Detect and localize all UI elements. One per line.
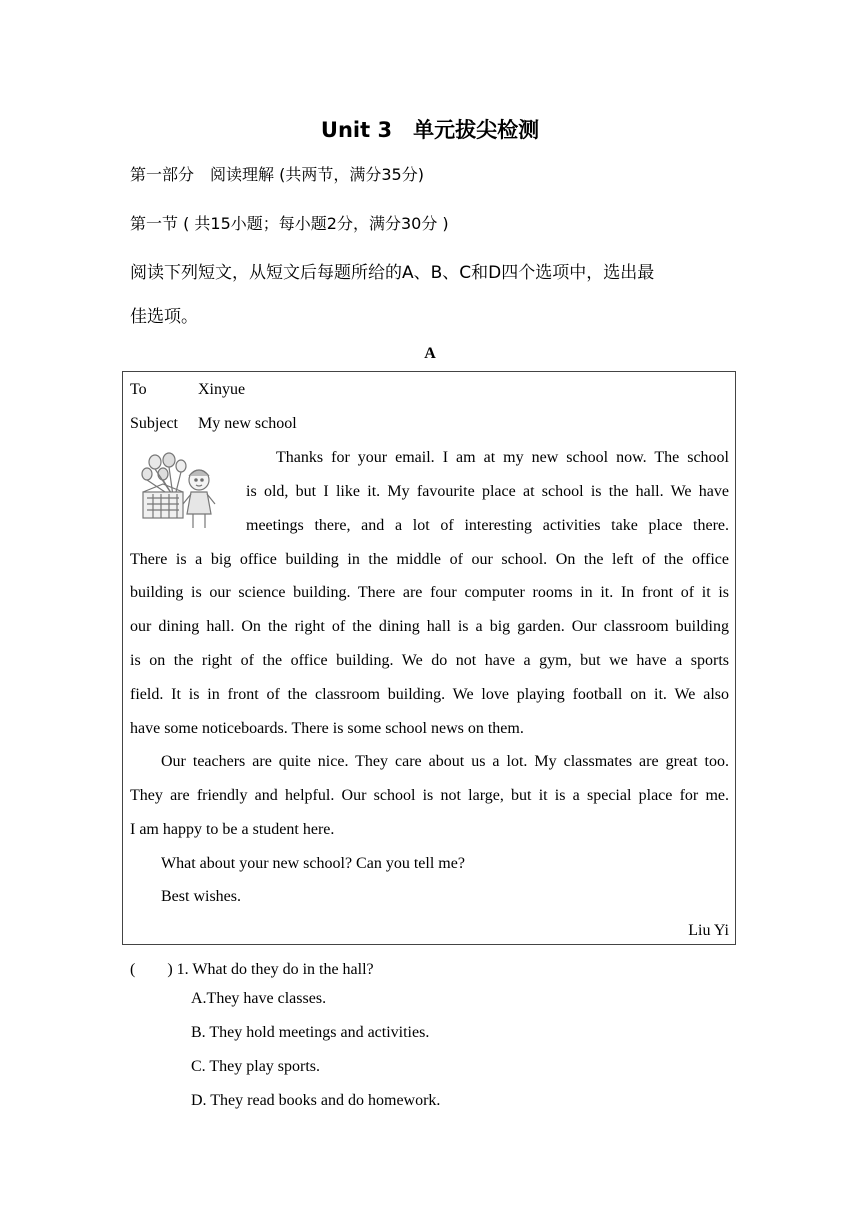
email-line-13: What about your new school? Can you tell me? (161, 855, 465, 872)
question-1-option-a: A.They have classes. (191, 990, 327, 1007)
email-line-8: field. It is in front of the classroom building. We love playing football on it. We also (130, 686, 729, 703)
question-1-stem: ( ) 1. What do they do in the hall? (130, 961, 374, 978)
email-line-10: Our teachers are quite nice. They care about us a lot. My classmates are great too. (161, 753, 729, 770)
email-line-4: There is a big office building in the middle of our school. On the left of the office (130, 551, 729, 568)
email-subject-row (130, 415, 729, 433)
section1-heading: 第一节 ( 共15小题；每小题2分，满分30分 ) (130, 214, 449, 233)
email-box (122, 371, 736, 945)
part1-heading: 第一部分 阅读理解 (共两节，满分35分) (130, 165, 424, 184)
email-line-14: Best wishes. (161, 888, 241, 905)
email-line-6: our dining hall. On the right of the dining hall is a big garden. Our classroom building (130, 618, 729, 635)
email-line-11: They are friendly and helpful. Our school is not large, but it is a special place for me. (130, 787, 729, 804)
email-subject-label: Subject (130, 415, 178, 432)
email-signature: Liu Yi (688, 922, 729, 939)
question-1-option-d: D. They read books and do homework. (191, 1092, 441, 1109)
girl-school-illustration (133, 452, 245, 536)
instruction-line-1: 阅读下列短文，从短文后每题所给的A、B、C和D四个选项中，选出最 (130, 263, 655, 283)
email-to-row (130, 381, 729, 399)
instruction-line-2: 佳选项。 (130, 307, 198, 327)
email-to-value: Xinyue (198, 381, 246, 398)
email-line-9: have some noticeboards. There is some school news on them. (130, 720, 524, 737)
question-1-option-b: B. They hold meetings and activities. (191, 1024, 430, 1041)
email-line-3: meetings there, and a lot of interesting activities take place there. (246, 517, 729, 534)
email-subject-value: My new school (198, 415, 297, 432)
email-line-5: building is our science building. There are four computer rooms in it. In front of it is (130, 584, 729, 601)
email-line-7: is on the right of the office building. We do not have a gym, but we have a sports (130, 652, 729, 669)
page-title: Unit 3 单元拔尖检测 (320, 118, 540, 142)
email-line-12: I am happy to be a student here. (130, 821, 335, 838)
question-1-option-c: C. They play sports. (191, 1058, 321, 1075)
passage-label: A (424, 345, 436, 362)
email-to-label: To (130, 381, 147, 398)
email-line-2: is old, but I like it. My favourite place at school is the hall. We have (246, 483, 729, 500)
email-line-1: Thanks for your email. I am at my new school now. The school (276, 449, 729, 466)
